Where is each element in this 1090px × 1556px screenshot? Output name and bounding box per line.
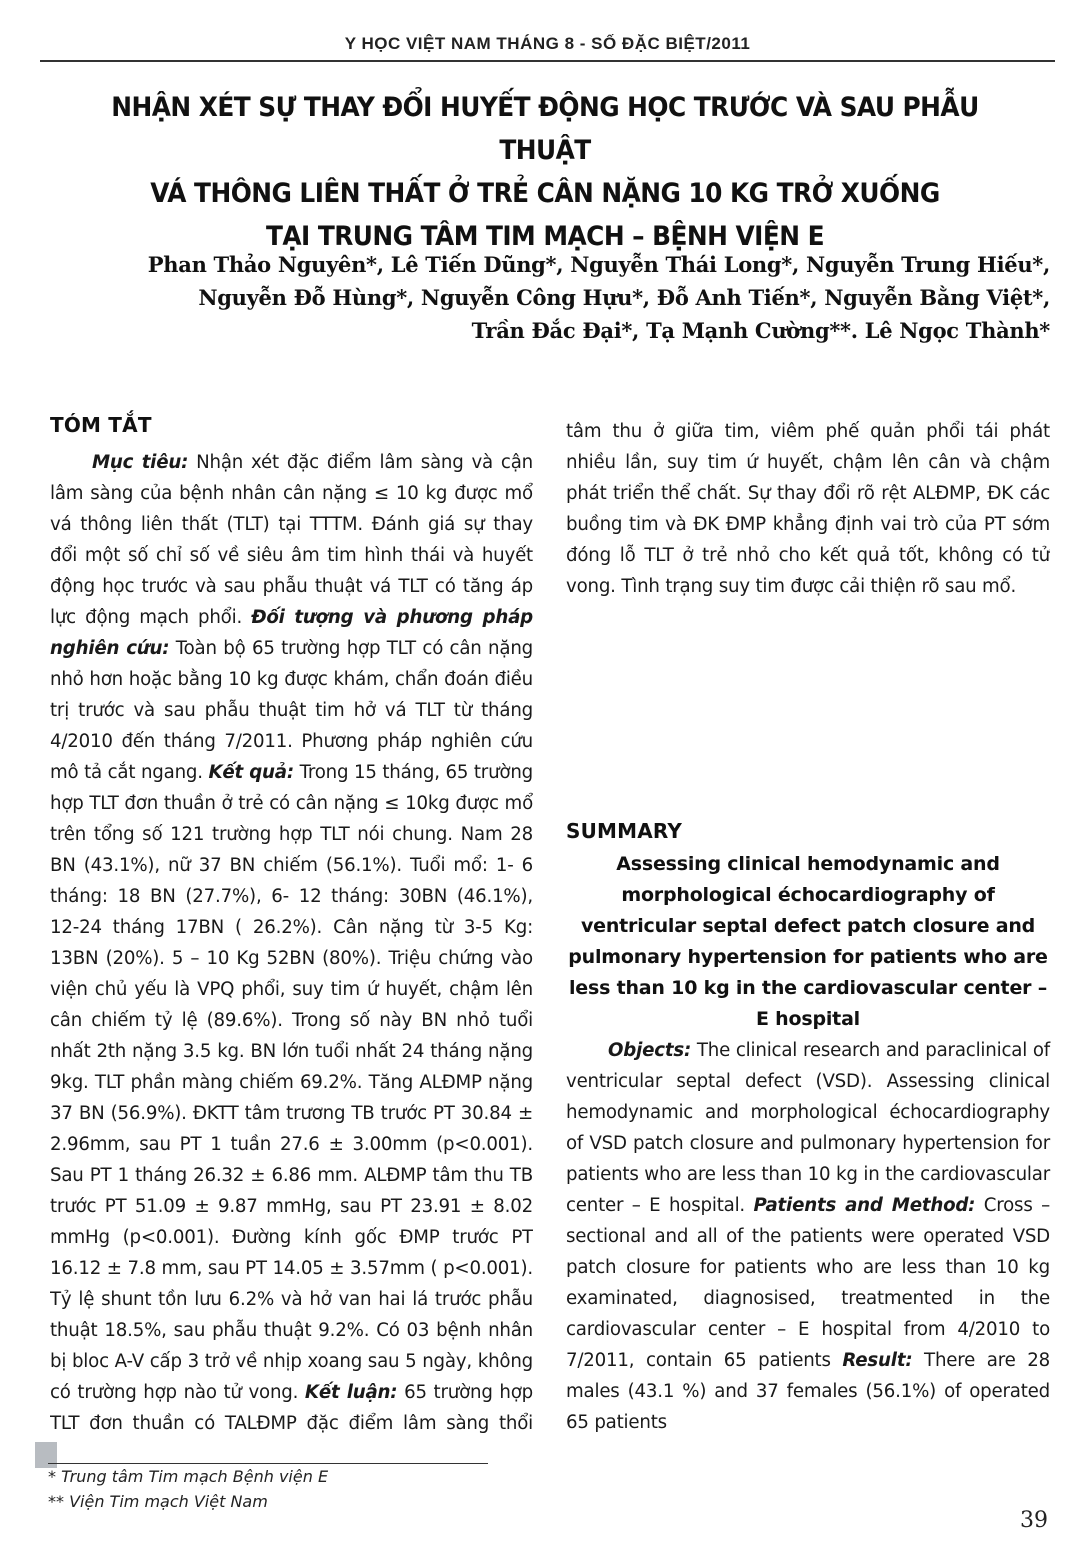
patients-method-label: Patients and Method: — [753, 1195, 976, 1216]
author-list — [100, 248, 1050, 347]
patients-method-text: Cross – sectional and all of the patients were operated VSD patch closure for patients who are less than 10 kg examinated, diagnosised, treatmented in the cardiovascular center – E hospital from 4/2010 to 7/2011, contain 65 patients — [566, 1195, 1050, 1371]
conclusion-text: 65 trường hợp TLT đơn thuần có TALĐMP đặc điểm lâm sàng thổi — [50, 1382, 533, 1434]
conclusion-label: Kết luận: — [304, 1382, 398, 1403]
conclusion-text-cont: tâm thu ở giữa tim, viêm phế quản phổi tái phát nhiều lần, suy tim ứ huyết, chậm lên cân và chậm phát triển thể chất. Sự thay đổi rõ rệt ALĐMP, ĐK các buồng tim và ĐK ĐMP khẳng định vai trò của PT sớm đóng lỗ TLT ở trẻ nhỏ cho kết quả tốt, không có tử vong. Tình trạng suy tim được cải thiện rõ sau mổ. — [566, 421, 1050, 597]
objective-label: Mục tiêu: — [92, 452, 189, 473]
objects-text: The clinical research and paraclinical of ventricular septal defect (VSD). Assessing clinical hemodynamic and morphological échocardiography of VSD patch closure and pulmonary hypertension for patients who are less than 10 kg in the cardiovascular center – E hospital. — [566, 1040, 1050, 1216]
summary-heading: SUMMARY — [566, 819, 683, 843]
method-label: Đối tượng và phương pháp nghiên cứu: — [50, 607, 533, 659]
abstract-continuation-inner — [566, 412, 1050, 602]
summary-body — [566, 1035, 1050, 1438]
objective-text: Nhận xét đặc điểm lâm sàng và cận lâm sàng của bệnh nhân cân nặng ≤ 10 kg được mổ vá thông liên thất (TLT) tại TTTM. Đánh giá sự thay đổi một số chỉ số về siêu âm tim hình thái và huyết động học trước và sau phẫu thuật vá TLT có tăng áp lực động mạch phổi. — [50, 452, 533, 628]
result-label: Kết quả: — [208, 762, 294, 783]
abstract-body — [50, 447, 533, 1435]
footnotes — [48, 1464, 328, 1514]
result-text: Trong 15 tháng, 65 trường hợp TLT đơn thuần ở trẻ có cân nặng ≤ 10kg được mổ trên tổng số 121 trường hợp TLT nói chung. Nam 28 BN (43.1%), nữ 37 BN chiếm (56.1%). Tuổi mổ: 1- 6 tháng: 18 BN (27.7%), 6- 12 tháng: 30BN (46.1%), 12-24 tháng 17BN ( 26.2%). Cân nặng từ 3-5 Kg: 13BN (20%). 5 – 10 Kg 52BN (80%). Triệu chứng vào viện chủ yếu là VPQ phổi, suy tim ứ huyết, chậm lên cân chiếm tỷ lệ (89.6%). Trong số này BN nhỏ tuổi nhất 2th nặng 3.5 kg. BN lớn tuổi nhất 24 tháng nặng 9kg. TLT phần màng chiếm 69.2%. Tăng ALĐMP nặng 37 BN (56.9%). ĐKTT tâm trương TB trước PT 30.84 ± 2.96mm, sau PT 1 tuần 27.6 ± 3.00mm (p<0.001). Sau PT 1 tháng 26.32 ± 6.86 mm. ALĐMP tâm thu TB trước PT 51.09 ± 9.87 mmHg, sau PT 23.91 ± 8.02 mmHg (p<0.001). Đường kính gốc ĐMP trước PT 16.12 ± 7.8 mm, sau PT 14.05 ± 3.57mm ( p<0.001). Tỷ lệ shunt tồn lưu 6.2% và hở van hai lá trước phẫu thuật 18.5%, sau phẫu thuật 9.2%. Có 03 bệnh nhân bị bloc A-V cấp 3 trở về nhịp xoang sau 5 ngày, không có trường hợp nào tử vong. — [50, 762, 533, 1403]
abstract-right-column — [566, 412, 1050, 1438]
title-line-1: NHẬN XÉT SỰ THAY ĐỔI HUYẾT ĐỘNG HỌC TRƯỚC VÀ SAU PHẪU THUẬT — [111, 92, 979, 166]
authors-line-3: Trần Đắc Đại*, Tạ Mạnh Cường**. Lê Ngọc Thành* — [471, 318, 1050, 343]
page-number: 39 — [1020, 1508, 1048, 1533]
authors-line-2: Nguyễn Đỗ Hùng*, Nguyễn Công Hựu*, Đỗ Anh Tiến*, Nguyễn Bằng Việt*, — [198, 285, 1050, 310]
abstract-continuation — [566, 412, 1050, 784]
objects-label: Objects: — [608, 1040, 692, 1061]
title-line-3: TẠI TRUNG TÂM TIM MẠCH – BỆNH VIỆN E — [265, 221, 825, 252]
abstract-body-continued — [566, 412, 1050, 602]
footnote-2: ** Viện Tim mạch Việt Nam — [48, 1492, 268, 1511]
summary-result-text: There are 28 males (43.1 %) and 37 females (56.1%) of operated 65 patients — [566, 1350, 1050, 1433]
article-title — [99, 86, 991, 258]
title-line-2: VÁ THÔNG LIÊN THẤT Ở TRẺ CÂN NẶNG 10 KG TRỞ XUỐNG — [150, 178, 940, 209]
abstract-heading: TÓM TẮT — [50, 413, 152, 437]
header-rule — [40, 60, 1055, 62]
method-text: Toàn bộ 65 trường hợp TLT có cân nặng nhỏ hơn hoặc bằng 10 kg được khám, chẩn đoán điều trị trước và sau phẫu thuật tim hở vá TLT từ tháng 4/2010 đến tháng 7/2011. Phương pháp nghiên cứu mô tả cắt ngang. — [50, 638, 533, 783]
authors-line-1: Phan Thảo Nguyên*, Lê Tiến Dũng*, Nguyễn Thái Long*, Nguyễn Trung Hiếu*, — [147, 252, 1050, 277]
abstract-vietnamese — [50, 410, 533, 1435]
journal-header: Y HỌC VIỆT NAM THÁNG 8 - SỐ ĐẶC BIỆT/2011 — [344, 34, 751, 53]
footnote-1: * Trung tâm Tim mạch Bệnh viện E — [48, 1467, 329, 1486]
summary-title: Assessing clinical hemodynamic and morphological échocardiography of ventricular septal defect patch closure and pulmonary hypertension for patients who are less than 10 kg in the cardiovascular center – E hospital — [568, 853, 1048, 1030]
summary-result-label: Result: — [842, 1350, 913, 1371]
